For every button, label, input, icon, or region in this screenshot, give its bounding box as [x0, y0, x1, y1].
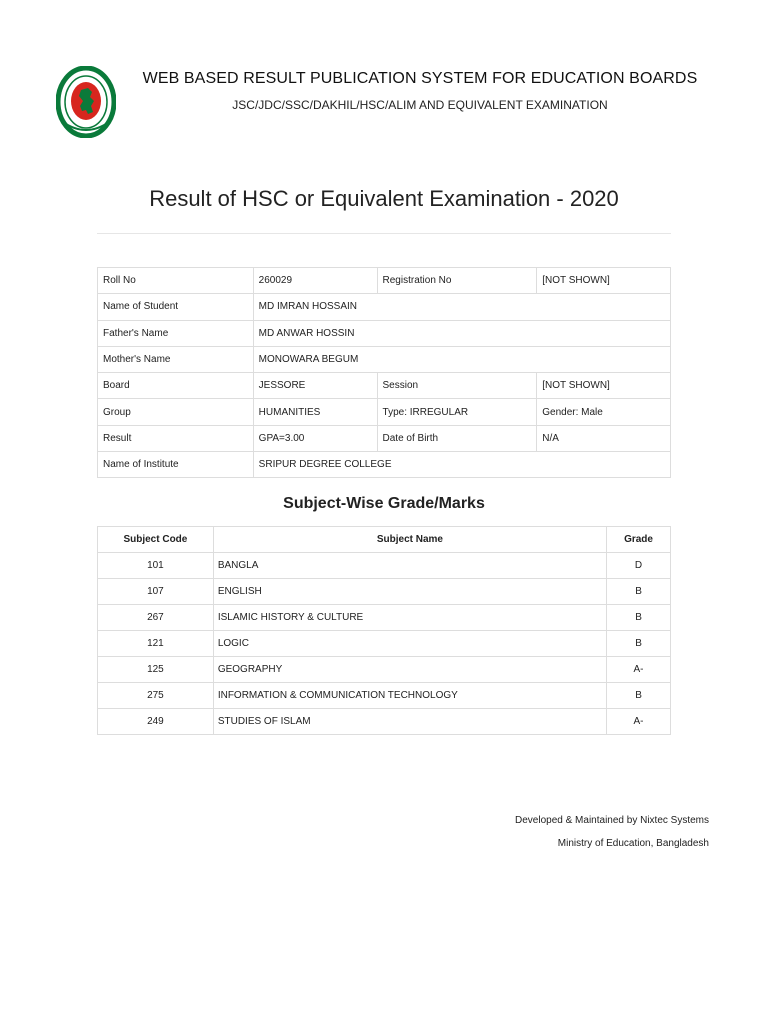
subject-grade: D	[607, 553, 671, 579]
mother-name-value: MONOWARA BEGUM	[253, 346, 670, 372]
student-name-value: MD IMRAN HOSSAIN	[253, 294, 670, 320]
subject-code: 101	[98, 553, 214, 579]
result-label: Result	[98, 425, 254, 451]
column-header-grade: Grade	[607, 527, 671, 553]
table-row	[98, 683, 671, 709]
father-name-value: MD ANWAR HOSSIN	[253, 320, 670, 346]
group-label: Group	[98, 399, 254, 425]
subject-code: 107	[98, 579, 214, 605]
subject-grade: B	[607, 683, 671, 709]
subject-grade: A-	[607, 709, 671, 735]
father-name-label: Father's Name	[98, 320, 254, 346]
subject-code: 275	[98, 683, 214, 709]
result-value: GPA=3.00	[253, 425, 377, 451]
footer-developer: Developed & Maintained by Nixtec Systems	[515, 815, 709, 826]
subject-name: ISLAMIC HISTORY & CULTURE	[213, 605, 606, 631]
student-info-table	[97, 267, 671, 478]
subject-code: 121	[98, 631, 214, 657]
subject-name: LOGIC	[213, 631, 606, 657]
table-row	[98, 320, 671, 346]
table-row	[98, 346, 671, 372]
table-row	[98, 605, 671, 631]
table-row	[98, 294, 671, 320]
group-value: HUMANITIES	[253, 399, 377, 425]
page-header	[0, 60, 768, 150]
table-row	[98, 399, 671, 425]
table-row	[98, 452, 671, 478]
board-label: Board	[98, 373, 254, 399]
grade-table	[97, 526, 671, 735]
subject-name: GEOGRAPHY	[213, 657, 606, 683]
subject-grade: B	[607, 605, 671, 631]
site-title: WEB BASED RESULT PUBLICATION SYSTEM FOR EDUCATION BOARDS	[142, 70, 698, 87]
table-row	[98, 709, 671, 735]
dob-label: Date of Birth	[377, 425, 537, 451]
table-row	[98, 579, 671, 605]
subject-grade: B	[607, 579, 671, 605]
type-value: Type: IRREGULAR	[377, 399, 537, 425]
column-header-subject-name: Subject Name	[213, 527, 606, 553]
gender-value: Gender: Male	[537, 399, 671, 425]
session-label: Session	[377, 373, 537, 399]
mother-name-label: Mother's Name	[98, 346, 254, 372]
roll-value: 260029	[253, 268, 377, 294]
government-seal-icon	[56, 66, 116, 138]
registration-value: [NOT SHOWN]	[537, 268, 671, 294]
subject-name: ENGLISH	[213, 579, 606, 605]
table-row	[98, 373, 671, 399]
session-value: [NOT SHOWN]	[537, 373, 671, 399]
registration-label: Registration No	[377, 268, 537, 294]
table-row	[98, 657, 671, 683]
divider	[97, 233, 671, 234]
table-row	[98, 268, 671, 294]
site-subtitle: JSC/JDC/SSC/DAKHIL/HSC/ALIM AND EQUIVALENT EXAMINATION	[232, 98, 608, 112]
page-title: Result of HSC or Equivalent Examination - 2020	[149, 186, 619, 211]
subject-grade: B	[607, 631, 671, 657]
table-row	[98, 631, 671, 657]
subject-name: INFORMATION & COMMUNICATION TECHNOLOGY	[213, 683, 606, 709]
subject-grade: A-	[607, 657, 671, 683]
subject-name: STUDIES OF ISLAM	[213, 709, 606, 735]
footer-ministry: Ministry of Education, Bangladesh	[557, 838, 709, 849]
dob-value: N/A	[537, 425, 671, 451]
roll-label: Roll No	[98, 268, 254, 294]
institute-value: SRIPUR DEGREE COLLEGE	[253, 452, 670, 478]
subject-name: BANGLA	[213, 553, 606, 579]
subject-code: 249	[98, 709, 214, 735]
table-row	[98, 553, 671, 579]
student-name-label: Name of Student	[98, 294, 254, 320]
subject-code: 267	[98, 605, 214, 631]
subject-code: 125	[98, 657, 214, 683]
table-row	[98, 425, 671, 451]
subjects-heading: Subject-Wise Grade/Marks	[283, 495, 485, 512]
institute-label: Name of Institute	[98, 452, 254, 478]
table-header-row	[98, 527, 671, 553]
board-value: JESSORE	[253, 373, 377, 399]
column-header-subject-code: Subject Code	[98, 527, 214, 553]
